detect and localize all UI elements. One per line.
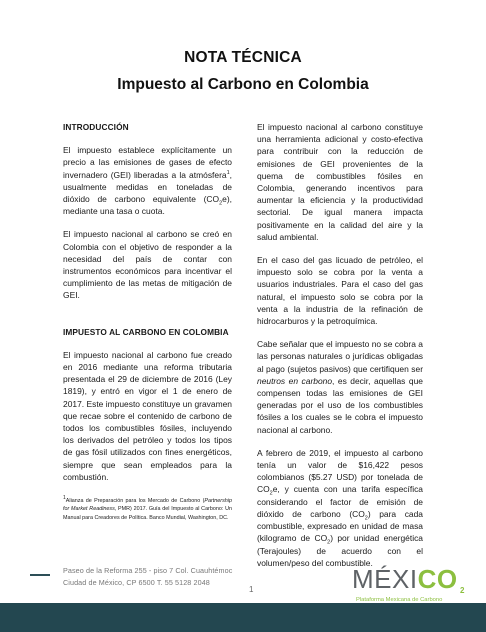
footer-bar [0,603,486,632]
document-title: Impuesto al Carbono en Colombia [117,76,369,93]
page-number: 1 [249,585,254,594]
carbon-tax-paragraph: El impuesto nacional al carbono fue creado en 2016 mediante una reforma tributaria presentada el 29 de diciembre de 2016 (Ley 1819), y entró en vigor el 1 de enero de 2017. Este impuesto constituye un gravamen que recae sobre el contenido de carbono de todos los combustibles fósiles, incluyendo los derivados del petróleo y todos los tipos de gas fósil utilizados con fines energéticos, siempre que sean empleados para la combustión. [63,349,232,482]
footer-address-line-2: Ciudad de México, CP 6500 T. 55 5128 2048 [63,578,210,587]
right-paragraph-1: El impuesto nacional al carbono constituye una herramienta adicional y costo-efectiva para contribuir con la reducción de emisiones de GEI provenientes de la quema de combustibles fósiles en Colombia, generando incentivos para aumentar la eficiencia y la productividad sectorial. De igual manera impacta positivamente en la calidad del aire y la salud ambiental. [257,122,423,242]
footer-accent-rule [30,574,50,576]
intro-paragraph-1: El impuesto establece explícitamente un precio a las emisiones de gases de efecto invernadero (GEI) liberadas a la atmósfera$^1$, usualmente medidas en toneladas de dióxido de carbono equivalente $(CO_2e)$, mediante una tasa o cuota. [63,145,232,217]
right-paragraph-4: A febrero de 2019, el impuesto al carbono tenía un valor de $16,422 pesos colombianos ($5.27 USD) por tonelada de $CO_2e$, y cuenta con una tarifa específica considerando el factor de emisión de dióxido de carbono $(CO_2)$ para cada combustible, expresado en unidad de masa (kilogramo de $CO_2$) por unidad energética (Terajoules) de acuerdo con el volumen/peso del combustible. [257,447,423,568]
footnote-ref: 1 [226,169,230,176]
footer-address-line-1: Paseo de la Reforma 255 - piso 7 Col. Cuauhtémoc [63,566,233,575]
left-column [63,121,232,534]
right-paragraph-3: Cabe señalar que el impuesto no se cobra a las personas naturales o jurídicas obligadas al pago (sujetos pasivos) que certifiquen ser neutros en carbono, es decir, aquellas que compensen todas las emisiones de GEI generadas por el uso de los combustibles fósiles a los cuales se le cobra el impuesto nacional al carbono. [257,339,423,435]
footnote: 1Alianza de Preparación para los Mercado de Carbono (Partnership for Market Readiness, PMR) 2017. Guía del Impuesto al Carbono: Un Manual para Creadores de Política. Banco Mundial, Washington, DC. [63,495,233,522]
right-paragraph-2: En el caso del gas licuado de petróleo, el impuesto solo se cobra por la venta a usuarios industriales. Para el caso del gas natural, el impuesto solo se cobra por la venta a la industria de la refinación de hidrocarburos y la petroquímica. [257,255,423,327]
logo-subscript: 2 [460,586,465,595]
intro-paragraph-2: El impuesto nacional al carbono se creó en Colombia con el objetivo de responder a la necesidad del país de contar con instrumentos económicos para incentivar el cumplimiento de las metas de mitigación de GEI. [63,229,232,301]
document-type-title: NOTA TÉCNICA [184,49,302,66]
right-column [257,121,423,580]
mexico2-logo [352,564,465,603]
section-heading-introduction: INTRODUCCIÓN [63,122,129,132]
logo-tagline: Plataforma Mexicana de Carbono [356,597,443,603]
logo-wordmark: MÉXICO [352,564,458,594]
section-heading-carbon-tax: IMPUESTO AL CARBONO EN COLOMBIA [63,326,229,337]
